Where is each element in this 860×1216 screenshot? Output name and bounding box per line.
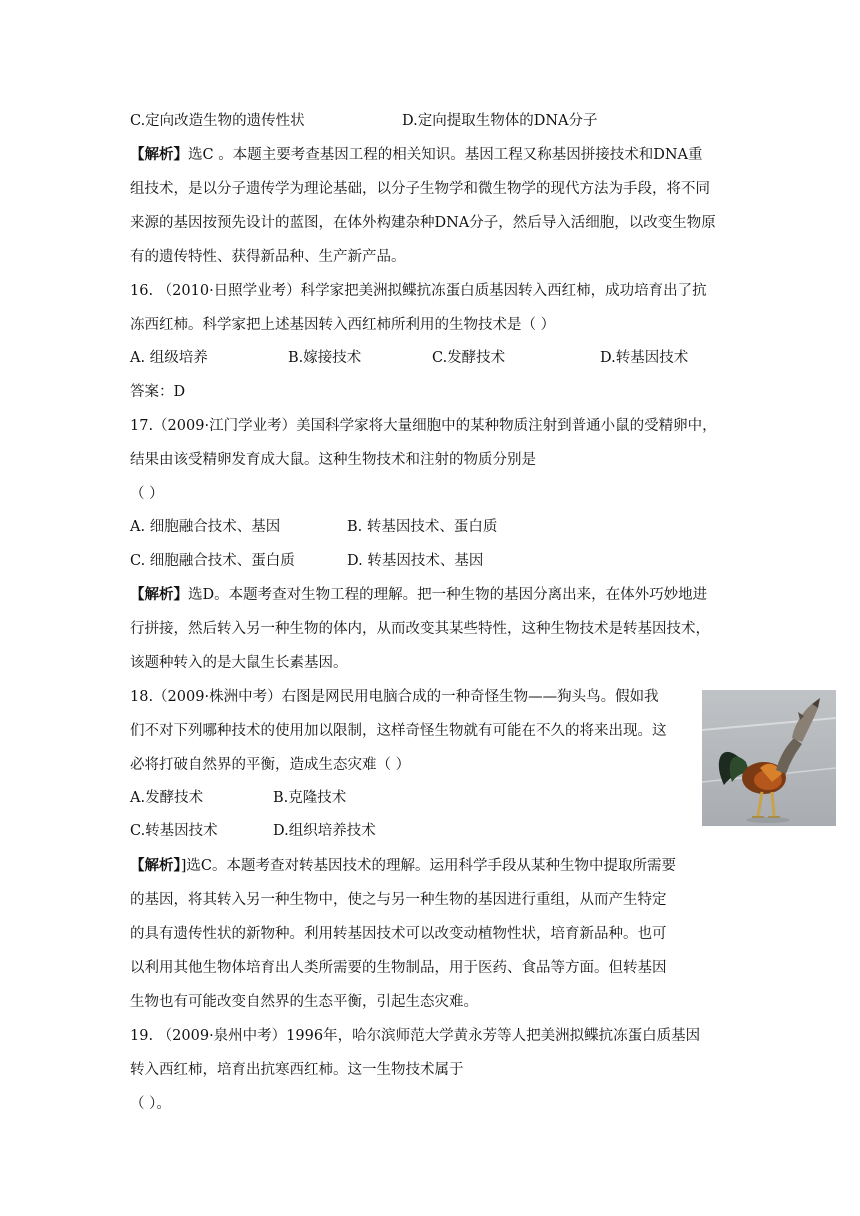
q16-answer: 答案：D	[130, 384, 186, 400]
q18-stem-line-3: 必将打破自然界的平衡，造成生态灾难（ ）	[130, 757, 411, 773]
analysis-tag: 【解析】	[130, 857, 181, 874]
q18-option-c: C.转基因技术	[130, 823, 218, 839]
q16-option-b: B.嫁接技术	[288, 350, 362, 366]
q17-option-c: C. 细胞融合技术、蛋白质	[130, 553, 295, 569]
q18-option-d: D.组织培养技术	[273, 823, 376, 839]
q17-option-d: D. 转基因技术、基因	[347, 553, 484, 569]
q18-option-b: B.克隆技术	[273, 790, 347, 806]
q17-analysis-line-1: 【解析】选D。本题考查对生物工程的理解。把一种生物的基因分离出来，在体外巧妙地进	[130, 586, 708, 603]
q15-option-c: C.定向改造生物的遗传性状	[130, 113, 305, 129]
q15-analysis-line-1: 【解析】选C 。本题主要考查基因工程的相关知识。基因工程又称基因拼接技术和DNA重	[130, 146, 703, 163]
q18-analysis-line-1: 【解析】]选C。本题考查对转基因技术的理解。运用科学手段从某种生物中提取所需要	[130, 857, 676, 874]
q15-analysis-line-4: 有的遗传特性、获得新品种、生产新产品。	[130, 249, 406, 265]
q16-stem-line-2: 冻西红柿。科学家把上述基因转入西红柿所利用的生物技术是（ ）	[130, 317, 556, 333]
q19-stem-line-3: （ ）。	[130, 1096, 171, 1112]
q16-option-d: D.转基因技术	[600, 350, 689, 366]
q17-analysis-line-2: 行拼接，然后转入另一种生物的体内，从而改变其某些特性，这种生物技术是转基因技术，	[130, 621, 710, 637]
q15-analysis-line-3: 来源的基因按预先设计的蓝图，在体外构建杂种DNA分子，然后导入活细胞，以改变生物原	[130, 215, 716, 231]
q16-stem-line-1: 16. （2010·日照学业考）科学家把美洲拟鲽抗冻蛋白质基因转入西红柿，成功培育出了抗	[130, 283, 707, 299]
analysis-tag: 【解析】	[130, 586, 188, 603]
q18-analysis-line-3: 的具有遗传性状的新物种。利用转基因技术可以改变动植物性状，培育新品种。也可	[130, 926, 667, 942]
q17-analysis-line-3: 该题种转入的是大鼠生长素基因。	[130, 655, 348, 671]
q17-stem-line-2: 结果由该受精卵发育成大鼠。这种生物技术和注射的物质分别是	[130, 452, 536, 468]
q16-option-a: A. 组级培养	[130, 350, 208, 366]
q18-stem-line-2: 们不对下列哪种技术的使用加以限制，这样奇怪生物就有可能在不久的将来出现。这	[130, 723, 667, 739]
q19-stem-line-1: 19. （2009·泉州中考）1996年，哈尔滨师范大学黄永芳等人把美洲拟鲽抗冻蛋白质基因	[130, 1028, 701, 1044]
q17-option-a: A. 细胞融合技术、基因	[130, 519, 281, 535]
q18-analysis-line-4: 以利用其他生物体培育出人类所需要的生物制品，用于医药、食品等方面。但转基因	[130, 960, 667, 976]
q15-analysis-line-2: 组技术，是以分子遗传学为理论基础，以分子生物学和微生物学的现代方法为手段，将不同	[130, 181, 710, 197]
q16-option-c: C.发酵技术	[432, 350, 506, 366]
q18-analysis-line-2: 的基因，将其转入另一种生物中，使之与另一种生物的基因进行重组，从而产生特定	[130, 892, 667, 908]
q15-option-d: D.定向提取生物体的DNA分子	[402, 113, 598, 129]
q18-option-a: A.发酵技术	[130, 790, 204, 806]
q17-stem-line-3: （ ）	[130, 486, 164, 502]
q18-analysis-line-5: 生物也有可能改变自然界的生态平衡，引起生态灾难。	[130, 994, 478, 1010]
q19-stem-line-2: 转入西红柿，培育出抗寒西红柿。这一生物技术属于	[130, 1062, 464, 1078]
q18-stem-line-1: 18.（2009·株洲中考）右图是网民用电脑合成的一种奇怪生物——狗头鸟。假如我	[130, 689, 659, 705]
q17-option-b: B. 转基因技术、蛋白质	[347, 519, 498, 535]
dog-head-bird-image	[702, 690, 836, 826]
q17-stem-line-1: 17.（2009·江门学业考）美国科学家将大量细胞中的某种物质注射到普通小鼠的受精卵中，	[130, 418, 717, 434]
analysis-tag: 【解析】	[130, 146, 188, 163]
